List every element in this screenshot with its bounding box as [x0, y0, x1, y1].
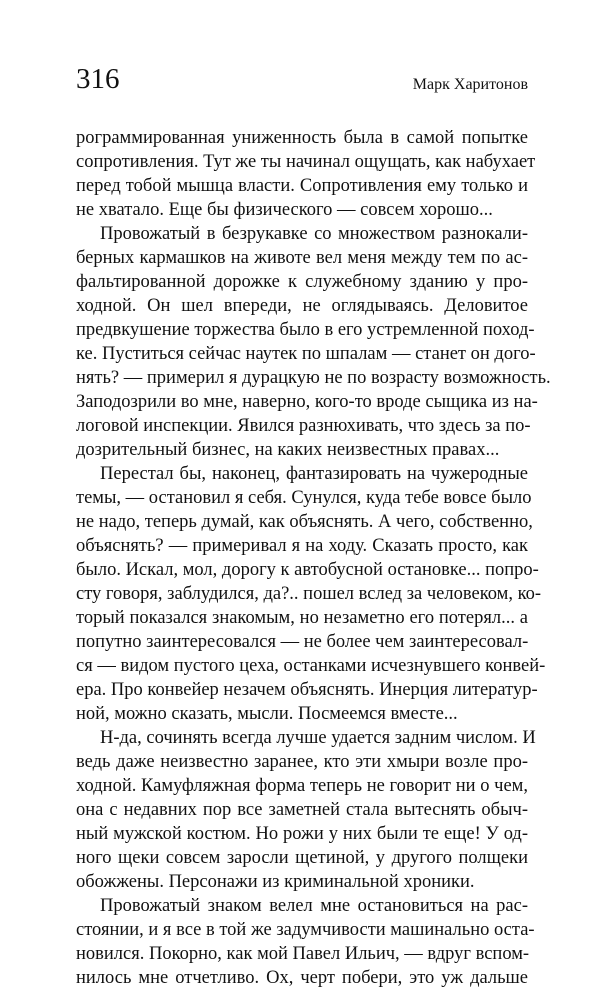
- text-line: берных кармашков на животе вел меня между тем по ас-: [76, 248, 528, 268]
- text-line: ной, можно сказать, мысли. Посмеемся вместе...: [76, 704, 458, 724]
- paragraph: [76, 126, 536, 222]
- body-text: [76, 126, 551, 990]
- text-line: Заподозрили во мне, наверно, кого-то вроде сыщика из на-: [76, 392, 538, 412]
- paragraph: [76, 894, 535, 990]
- text-line: перед тобой мышца власти. Сопротивления ему только и: [76, 176, 528, 196]
- text-line: было. Искал, мол, дорогу к автобусной остановке... попро-: [76, 560, 539, 580]
- text-line: Н-да, сочинять всегда лучше удается задним числом. И: [100, 728, 536, 748]
- text-line: ходной. Он шел впереди, не оглядываясь. Деловитое: [76, 296, 528, 316]
- text-line: сопротивления. Тут же ты начинал ощущать, как набухает: [76, 152, 536, 172]
- text-line: нилось мне отчетливо. Ох, черт побери, это уж дальше: [76, 968, 528, 988]
- text-line: обожжены. Персонажи из криминальной хроники.: [76, 872, 475, 892]
- text-line: ера. Про конвейер незачем объяснять. Инерция литератур-: [76, 680, 538, 700]
- text-line: попутно заинтересовался — не более чем заинтересовал-: [76, 632, 529, 652]
- text-line: предвкушение торжества было в его устремленной поход-: [76, 320, 535, 340]
- text-line: не надо, теперь думай, как объяснять. А чего, собственно,: [76, 512, 533, 532]
- text-line: объяснять? — примеривал я на ходу. Сказать просто, как: [76, 536, 528, 556]
- paragraph: [76, 462, 546, 726]
- running-header-author: Марк Харитонов: [412, 76, 528, 93]
- page-number: 316: [76, 63, 120, 95]
- text-line: рограммированная униженность была в самой попытке: [76, 128, 528, 148]
- text-line: фальтированной дорожке к служебному зданию у про-: [76, 272, 528, 292]
- text-line: ся — видом пустого цеха, останками исчезнувшего конвей-: [76, 656, 546, 676]
- text-line: стоянии, и я все в той же задумчивости машинально оста-: [76, 920, 535, 940]
- text-line: сту говоря, заблудился, да?.. пошел вслед за человеком, ко-: [76, 584, 542, 604]
- text-line: дозрительный бизнес, на каких неизвестных правах...: [76, 440, 500, 460]
- text-line: ке. Пуститься сейчас наутек по шпалам — станет он дого-: [76, 344, 536, 364]
- text-line: Провожатый в безрукавке со множеством разнокали-: [100, 224, 528, 244]
- text-line: нять? — примерил я дурацкую не по возрасту возможность.: [76, 368, 551, 388]
- text-line: новился. Покорно, как мой Павел Ильич, — вдруг вспом-: [76, 944, 530, 964]
- text-line: ный мужской костюм. Но рожи у них были те еще! У од-: [76, 824, 528, 844]
- text-line: не хватало. Еще бы физического — совсем хорошо...: [76, 200, 493, 220]
- text-line: Перестал бы, наконец, фантазировать на чужеродные: [100, 464, 528, 484]
- text-line: ного щеки совсем заросли щетиной, у другого полщеки: [76, 848, 528, 868]
- text-line: ведь даже неизвестно заранее, кто эти хмыри возле про-: [76, 752, 528, 772]
- paragraph: [76, 222, 551, 462]
- paragraph: [76, 726, 536, 894]
- text-line: темы, — остановил я себя. Сунулся, куда тебе вовсе было: [76, 488, 532, 508]
- text-line: торый показался знакомым, но незаметно его потерял... а: [76, 608, 528, 628]
- text-line: ходной. Камуфляжная форма теперь не говорит ни о чем,: [76, 776, 528, 796]
- text-line: Провожатый знаком велел мне остановиться на рас-: [100, 896, 528, 916]
- text-line: логовой инспекции. Явился разнюхивать, что здесь за по-: [76, 416, 531, 436]
- text-line: она с недавних пор все заметней стала вытеснять обыч-: [76, 800, 528, 820]
